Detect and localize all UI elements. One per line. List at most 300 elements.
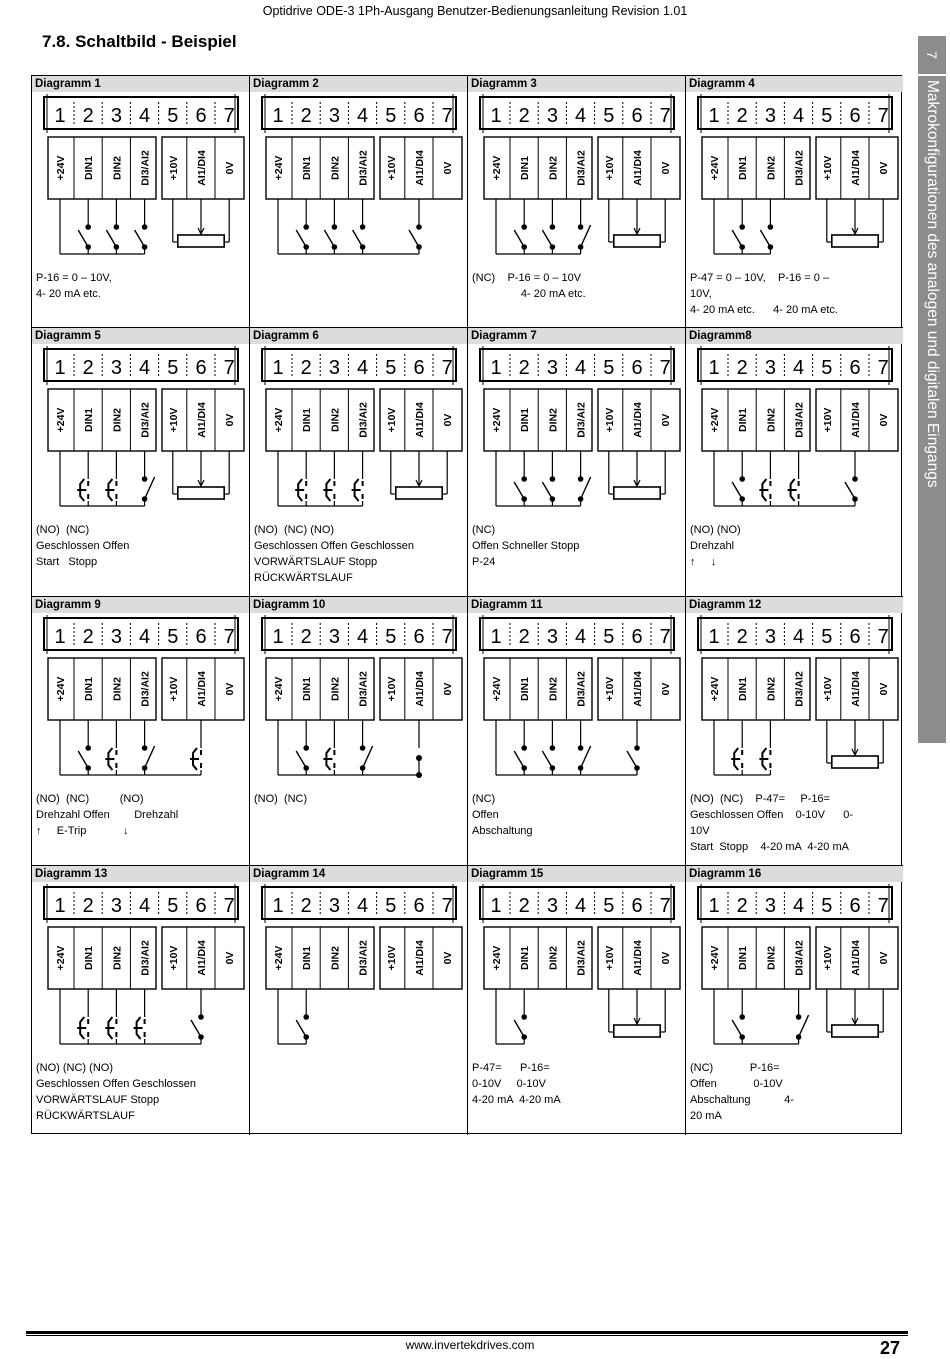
terminal-number: 4 [575, 357, 587, 379]
terminal-label: +24V [55, 407, 67, 433]
terminal-number: 4 [357, 105, 369, 127]
diagram-caption [690, 1060, 794, 1124]
terminal-number: 6 [849, 895, 861, 917]
terminal-number: 7 [659, 626, 671, 648]
caption-line: (NO) (NO) [690, 524, 741, 536]
wiring-diagram [250, 597, 468, 866]
switch-blade-no [296, 230, 306, 247]
switch-blade-no [760, 230, 770, 247]
caption-line: 10V [690, 825, 710, 837]
terminal-block-diagram [468, 344, 686, 514]
caption-line: (NO) (NC) [36, 524, 90, 536]
terminal-number: 6 [849, 626, 861, 648]
terminal-number: 3 [328, 895, 340, 917]
switch-contact [114, 224, 120, 230]
switch-blade-no [732, 1020, 742, 1037]
terminal-label: DIN2 [547, 408, 560, 432]
terminal-label: +10V [167, 407, 180, 433]
terminal-number: 4 [357, 895, 369, 917]
potentiometer [832, 1025, 878, 1037]
caption-line: Start Stopp [36, 556, 98, 568]
terminal-number: 2 [82, 895, 94, 917]
terminal-label: DIN2 [547, 156, 560, 180]
potentiometer [832, 756, 878, 768]
terminal-label: DI3/AI2 [357, 150, 370, 186]
terminal-number: 2 [518, 357, 530, 379]
terminal-number: 2 [82, 626, 94, 648]
terminal-label: DIN1 [737, 946, 750, 970]
terminal-label: DIN2 [111, 408, 124, 432]
switch-blade-no [191, 1020, 201, 1037]
terminal-block-diagram [32, 344, 250, 514]
potentiometer [178, 235, 224, 247]
page-header: Optidrive ODE-3 1Ph-Ausgang Benutzer-Bedienungsanleitung Revision 1.01 [262, 4, 688, 18]
terminal-label: +24V [491, 676, 503, 702]
terminal-number: 3 [764, 357, 776, 379]
switch-contact [416, 224, 422, 230]
terminal-label: DIN1 [301, 156, 314, 180]
switch-contact [521, 476, 527, 482]
terminal-number: 7 [659, 357, 671, 379]
terminal-number: 3 [546, 895, 558, 917]
terminal-number: 4 [793, 105, 805, 127]
terminal-number: 1 [272, 895, 284, 917]
caption-line: Offen Schneller Stopp [472, 540, 580, 552]
terminal-label: DIN1 [519, 408, 532, 432]
diagram-caption [36, 791, 178, 839]
diagram-title: Diagramm 9 [32, 597, 249, 613]
terminal-label: DIN1 [519, 677, 532, 701]
terminal-number: 5 [603, 895, 615, 917]
terminal-label: +24V [273, 676, 285, 702]
terminal-label: 0V [878, 413, 891, 427]
switch-blade-no [296, 1020, 306, 1037]
terminal-label: DIN2 [329, 408, 342, 432]
terminal-block-diagram [686, 92, 903, 262]
terminal-number: 2 [736, 895, 748, 917]
caption-line: Abschaltung 4- [690, 1094, 794, 1106]
terminal-number: 5 [821, 105, 833, 127]
switch-blade-no [353, 230, 363, 247]
diagram-title: Diagramm 2 [250, 76, 467, 92]
terminal-number: 6 [631, 626, 643, 648]
terminal-number: 7 [659, 105, 671, 127]
terminal-number: 5 [385, 105, 397, 127]
switch-contact [360, 745, 366, 751]
terminal-number: 1 [54, 105, 66, 127]
terminal-label: +24V [55, 155, 67, 181]
terminal-label: 0V [224, 161, 237, 175]
switch-contact [142, 476, 148, 482]
switch-contact [768, 224, 774, 230]
terminal-label: +24V [709, 407, 721, 433]
chapter-title: Makrokonfigurationen des analogen und digitalen Eingangs [924, 80, 941, 488]
terminal-number: 4 [139, 895, 151, 917]
terminal-label: DIN1 [519, 156, 532, 180]
wiring-diagram [468, 597, 686, 866]
diagram-caption [472, 1060, 561, 1108]
terminal-label: DI3/AI2 [139, 150, 152, 186]
terminal-number: 7 [441, 895, 453, 917]
terminal-number: 7 [659, 895, 671, 917]
caption-line: (NC) P-16= [690, 1062, 780, 1074]
terminal-number: 1 [490, 357, 502, 379]
terminal-number: 3 [110, 626, 122, 648]
terminal-label: +10V [385, 407, 398, 433]
terminal-label: 0V [660, 951, 673, 965]
potentiometer [614, 1025, 660, 1037]
terminal-number: 1 [490, 105, 502, 127]
caption-line: (NC) [472, 793, 496, 805]
terminal-number: 3 [546, 105, 558, 127]
switch-contact [739, 476, 745, 482]
chapter-number: 7 [918, 36, 946, 76]
terminal-number: 2 [736, 626, 748, 648]
terminal-number: 5 [821, 895, 833, 917]
section-title: 7.8. Schaltbild - Beispiel [42, 32, 237, 51]
switch-blade-no [324, 230, 334, 247]
terminal-number: 6 [631, 895, 643, 917]
terminal-number: 6 [849, 357, 861, 379]
terminal-label: DI3/AI2 [357, 940, 370, 976]
terminal-number: 3 [764, 105, 776, 127]
caption-line: P-16 = 0 – 10V, [36, 272, 112, 284]
terminal-number: 7 [441, 105, 453, 127]
terminal-label: AI1/DI4 [196, 940, 208, 976]
terminal-number: 4 [139, 357, 151, 379]
diagram-title: Diagramm8 [686, 328, 903, 344]
terminal-number: 1 [708, 357, 720, 379]
terminal-label: +10V [603, 945, 616, 971]
terminal-number: 6 [413, 105, 425, 127]
terminal-number: 4 [575, 105, 587, 127]
potentiometer [614, 487, 660, 499]
terminal-label: DIN1 [83, 677, 96, 701]
diagram-caption [690, 270, 838, 318]
switch-contact [142, 224, 148, 230]
terminal-label: AI1/DI4 [414, 402, 426, 438]
terminal-label: DIN2 [765, 946, 778, 970]
terminal-label: DIN1 [737, 156, 750, 180]
switch-contact [85, 745, 91, 751]
caption-line: 4- 20 mA etc. [472, 288, 586, 300]
terminal-label: +24V [491, 945, 503, 971]
terminal-label: 0V [660, 161, 673, 175]
caption-line: (NC) [472, 524, 496, 536]
switch-contact [303, 745, 309, 751]
terminal-number: 3 [764, 626, 776, 648]
switch-contact [521, 745, 527, 751]
diagram-caption [254, 522, 414, 586]
caption-line: ↑ E-Trip ↓ [36, 825, 129, 837]
caption-line: 4- 20 mA etc. 4- 20 mA etc. [690, 304, 838, 316]
terminal-label: +24V [709, 676, 721, 702]
caption-line: RÜCKWÄRTSLAUF [254, 572, 353, 584]
terminal-number: 6 [195, 105, 207, 127]
diagram-title: Diagramm 6 [250, 328, 467, 344]
switch-blade-no [106, 230, 116, 247]
footer-url: www.invertekdrives.com [405, 1338, 535, 1352]
caption-line: Offen [472, 809, 499, 821]
caption-line: Geschlossen Offen [36, 540, 130, 552]
caption-line: P-24 [472, 556, 496, 568]
switch-contact [739, 224, 745, 230]
switch-contact [550, 745, 556, 751]
switch-contact [360, 224, 366, 230]
terminal-label: DIN2 [547, 677, 560, 701]
terminal-number: 6 [195, 626, 207, 648]
terminal-number: 4 [793, 357, 805, 379]
terminal-label: +10V [167, 676, 180, 702]
terminal-number: 7 [877, 105, 889, 127]
terminal-label: +10V [385, 676, 398, 702]
terminal-number: 5 [821, 626, 833, 648]
switch-blade-no [296, 751, 306, 768]
diagram-title: Diagramm 12 [686, 597, 903, 613]
potentiometer [614, 235, 660, 247]
diagram-title: Diagramm 4 [686, 76, 903, 92]
caption-line: 4-20 mA 4-20 mA [472, 1094, 561, 1106]
terminal-number: 2 [300, 895, 312, 917]
terminal-label: DI3/AI2 [793, 402, 806, 438]
diagram-caption [254, 791, 307, 807]
caption-line: 0-10V 0-10V [472, 1078, 546, 1090]
footer-rule [26, 1331, 908, 1334]
terminal-number: 7 [877, 895, 889, 917]
switch-contact [142, 745, 148, 751]
terminal-number: 1 [272, 357, 284, 379]
terminal-label: 0V [442, 413, 455, 427]
terminal-label: 0V [660, 682, 673, 696]
terminal-number: 1 [272, 105, 284, 127]
terminal-label: AI1/DI4 [632, 940, 644, 976]
switch-blade-no [135, 230, 145, 247]
terminal-label: +10V [385, 155, 398, 181]
terminal-number: 5 [603, 105, 615, 127]
caption-line: Geschlossen Offen Geschlossen [254, 540, 414, 552]
diagram-title: Diagramm 3 [468, 76, 685, 92]
switch-blade-no [627, 751, 637, 768]
terminal-label: +10V [603, 407, 616, 433]
terminal-label: 0V [442, 161, 455, 175]
wiring-diagram [686, 866, 903, 1135]
terminal-label: 0V [878, 682, 891, 696]
caption-line: (NO) (NC) (NO) [254, 524, 335, 536]
switch-blade-no [542, 751, 552, 768]
terminal-number: 2 [300, 105, 312, 127]
terminal-number: 1 [708, 626, 720, 648]
terminal-label: DI3/AI2 [793, 940, 806, 976]
terminal-label: DIN1 [83, 408, 96, 432]
terminal-number: 6 [631, 105, 643, 127]
terminal-number: 1 [490, 626, 502, 648]
terminal-number: 4 [793, 895, 805, 917]
terminal-number: 4 [793, 626, 805, 648]
wiring-diagram [468, 866, 686, 1135]
terminal-number: 2 [300, 626, 312, 648]
terminal-label: +24V [273, 407, 285, 433]
terminal-label: AI1/DI4 [850, 671, 862, 707]
terminal-number: 3 [546, 357, 558, 379]
terminal-number: 3 [110, 895, 122, 917]
terminal-label: DI3/AI2 [357, 671, 370, 707]
terminal-label: AI1/DI4 [196, 402, 208, 438]
terminal-label: DIN2 [329, 156, 342, 180]
caption-line: Drehzahl [690, 540, 735, 552]
terminal-label: +10V [603, 155, 616, 181]
terminal-number: 5 [167, 895, 179, 917]
terminal-label: +10V [821, 155, 834, 181]
terminal-label: DIN1 [83, 156, 96, 180]
caption-line: Abschaltung [472, 825, 533, 837]
diagram-title: Diagramm 16 [686, 866, 903, 882]
terminal-number: 4 [357, 626, 369, 648]
diagram-caption [472, 791, 533, 839]
terminal-number: 1 [54, 895, 66, 917]
terminal-label: DIN1 [301, 946, 314, 970]
switch-blade-no [732, 482, 742, 499]
terminal-label: DI3/AI2 [575, 402, 588, 438]
terminal-number: 2 [736, 105, 748, 127]
terminal-label: DI3/AI2 [575, 940, 588, 976]
terminal-label: +24V [709, 155, 721, 181]
terminal-number: 4 [139, 626, 151, 648]
switch-blade-no [78, 230, 88, 247]
terminal-number: 3 [764, 895, 776, 917]
caption-line: Drehzahl Offen Drehzahl [36, 809, 179, 821]
terminal-number: 3 [328, 357, 340, 379]
terminal-label: DIN2 [765, 156, 778, 180]
switch-blade-no [409, 230, 419, 247]
terminal-label: 0V [224, 682, 237, 696]
switch-blade-no [514, 230, 524, 247]
terminal-label: DIN2 [765, 677, 778, 701]
terminal-label: AI1/DI4 [414, 671, 426, 707]
terminal-number: 5 [167, 357, 179, 379]
terminal-label: +10V [167, 945, 180, 971]
terminal-label: DIN2 [111, 677, 124, 701]
terminal-block-diagram [250, 882, 468, 1052]
terminal-block-diagram [32, 92, 250, 262]
terminal-label: DIN1 [737, 408, 750, 432]
caption-line: Start Stopp 4-20 mA 4-20 mA [690, 841, 849, 853]
terminal-label: DI3/AI2 [575, 150, 588, 186]
terminal-label: DI3/AI2 [139, 402, 152, 438]
switch-contact [85, 224, 91, 230]
terminal-label: +24V [55, 945, 67, 971]
switch-contact [550, 476, 556, 482]
terminal-label: AI1/DI4 [196, 671, 208, 707]
terminal-label: +24V [709, 945, 721, 971]
terminal-label: 0V [660, 413, 673, 427]
switch-contact [852, 476, 858, 482]
terminal-number: 3 [546, 626, 558, 648]
diagram-caption [472, 522, 579, 570]
caption-line: Offen 0-10V [690, 1078, 783, 1090]
switch-blade-no [845, 482, 855, 499]
terminal-block-diagram [468, 92, 686, 262]
terminal-number: 7 [223, 895, 235, 917]
switch-blade-no [514, 482, 524, 499]
diagram-caption [36, 1060, 196, 1124]
potentiometer [832, 235, 878, 247]
terminal-number: 5 [603, 357, 615, 379]
wiring-diagram [32, 328, 250, 597]
terminal-label: 0V [224, 951, 237, 965]
terminal-label: +10V [821, 676, 834, 702]
caption-line: (NO) (NC) P-47= P-16= [690, 793, 830, 805]
switch-contact [578, 224, 584, 230]
terminal-number: 2 [82, 357, 94, 379]
terminal-number: 5 [167, 105, 179, 127]
diagram-caption [472, 270, 586, 302]
terminal-label: DIN2 [329, 946, 342, 970]
terminal-label: +24V [491, 155, 503, 181]
page-number: 27 [880, 1338, 901, 1358]
terminal-label: +24V [273, 155, 285, 181]
terminal-number: 2 [518, 895, 530, 917]
terminal-number: 1 [54, 357, 66, 379]
switch-contact [332, 224, 338, 230]
wiring-diagram [468, 328, 686, 597]
diagram-title: Diagramm 14 [250, 866, 467, 882]
terminal-number: 2 [300, 357, 312, 379]
terminal-label: DI3/AI2 [575, 671, 588, 707]
terminal-number: 3 [110, 105, 122, 127]
switch-contact [198, 1014, 204, 1020]
terminal-number: 5 [821, 357, 833, 379]
terminal-block-diagram [250, 344, 468, 514]
terminal-number: 6 [195, 895, 207, 917]
terminal-label: +24V [273, 945, 285, 971]
wiring-diagram [32, 866, 250, 1135]
terminal-label: +10V [821, 407, 834, 433]
terminal-number: 5 [603, 626, 615, 648]
caption-line: VORWÄRTSLAUF Stopp [254, 556, 378, 568]
diagram-grid [31, 75, 902, 1134]
wiring-diagram [250, 866, 468, 1135]
terminal-number: 4 [575, 895, 587, 917]
caption-line: RÜCKWÄRTSLAUF [36, 1110, 135, 1122]
diagram-caption [690, 791, 853, 855]
terminal-number: 1 [272, 626, 284, 648]
diagram-title: Diagramm 10 [250, 597, 467, 613]
terminal-label: DIN1 [83, 946, 96, 970]
potentiometer [396, 487, 442, 499]
terminal-number: 7 [223, 357, 235, 379]
caption-line: (NO) (NC) [254, 793, 308, 805]
terminal-number: 7 [877, 626, 889, 648]
terminal-label: AI1/DI4 [414, 940, 426, 976]
terminal-block-diagram [32, 882, 250, 1052]
terminal-number: 5 [385, 357, 397, 379]
terminal-number: 7 [223, 105, 235, 127]
wiring-diagram [686, 328, 903, 597]
diagram-title: Diagramm 7 [468, 328, 685, 344]
terminal-number: 6 [849, 105, 861, 127]
caption-line: P-47 = 0 – 10V, P-16 = 0 – [690, 272, 830, 284]
caption-line: P-47= P-16= [472, 1062, 550, 1074]
terminal-label: AI1/DI4 [414, 150, 426, 186]
caption-line: (NO) (NC) (NO) [36, 1062, 113, 1074]
caption-line: ↑ ↓ [690, 556, 717, 568]
switch-blade-no [542, 230, 552, 247]
terminal-block-diagram [468, 882, 686, 1052]
terminal-label: AI1/DI4 [196, 150, 208, 186]
terminal-block-diagram [686, 344, 903, 514]
terminal-block-diagram [250, 92, 468, 262]
terminal-label: DIN2 [765, 408, 778, 432]
